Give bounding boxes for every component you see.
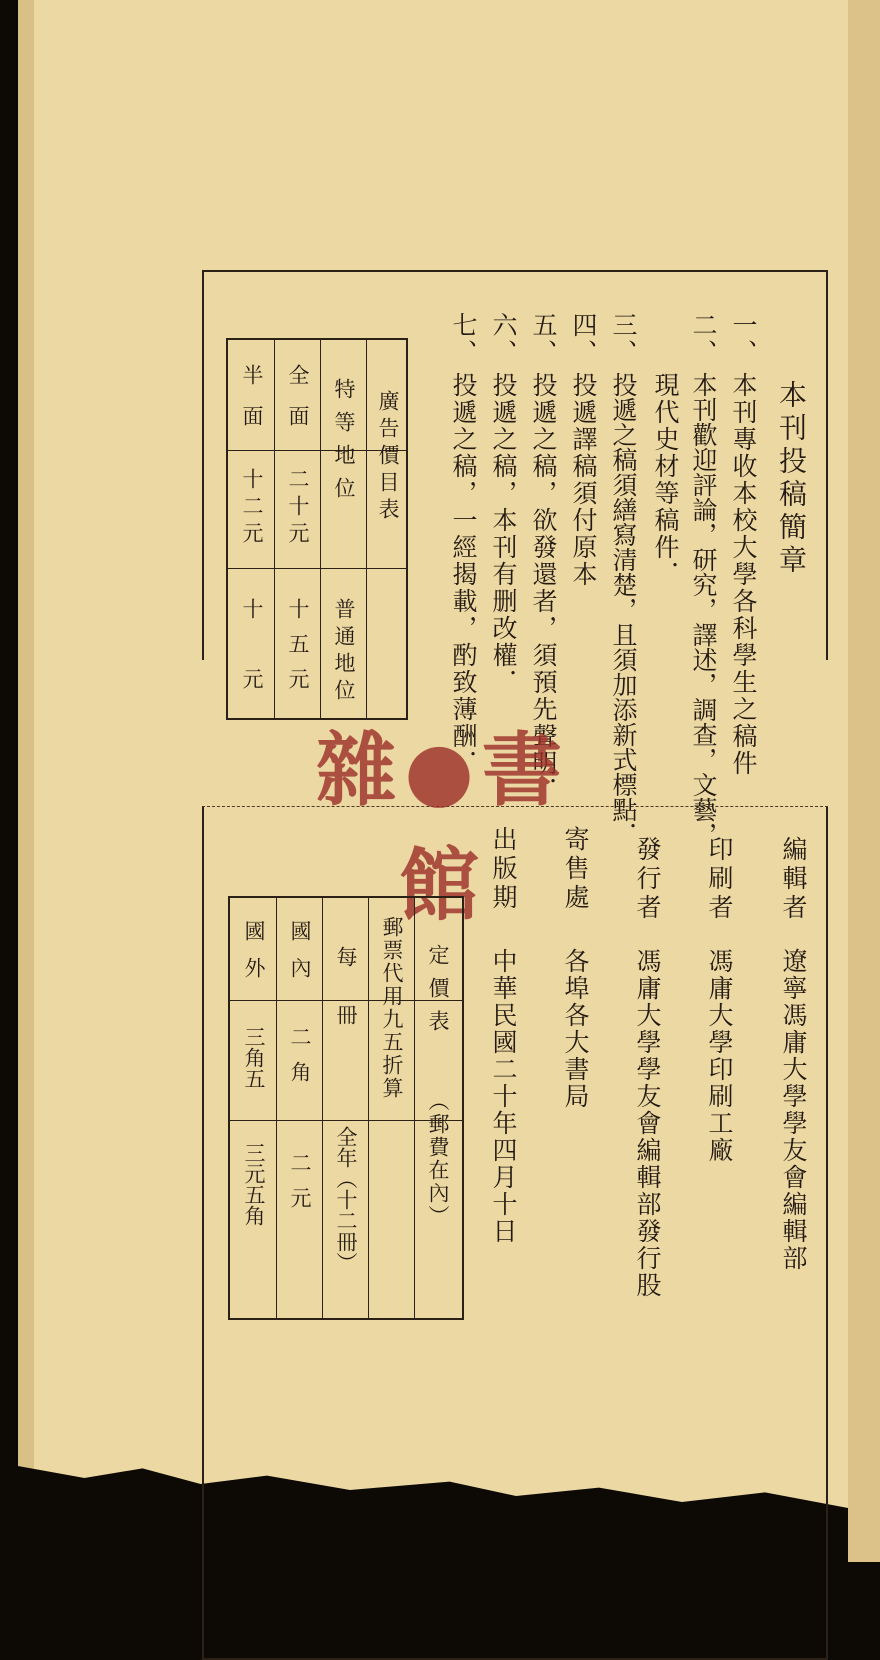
rule-1-text: 本刊專收本校大學各科學生之稿件 xyxy=(729,372,758,777)
rule-2-cont: 現代史材等稿件． xyxy=(651,372,680,588)
ad-row-half-special: 十二元 xyxy=(240,468,264,549)
rule-2-num: 二、 xyxy=(689,312,718,366)
ad-row-full-label: 全面 xyxy=(286,364,310,446)
stamp-note: 郵票代用九五折算 xyxy=(380,916,404,1100)
price-row-foreign-issue: 三角五 xyxy=(242,1026,266,1089)
price-row-foreign-year: 三元五角 xyxy=(242,1142,266,1226)
price-header-year: 全年（十二冊） xyxy=(334,1126,358,1273)
ad-header-special: 特等地位 xyxy=(332,378,356,510)
price-row-domestic-label: 國內 xyxy=(288,920,312,994)
publisher-value: 馮庸大學學友會編輯部發行股 xyxy=(633,948,662,1299)
ad-row-full-regular: 十五元 xyxy=(286,598,310,703)
ad-table-title: 廣告價目表 xyxy=(376,390,400,525)
rule-3-num: 三、 xyxy=(609,312,638,366)
page-edge xyxy=(18,0,34,1562)
rule-7-num: 七、 xyxy=(449,312,478,366)
price-header-issue: 每 冊 xyxy=(334,946,358,1033)
price-table-postage-note: （郵費在內） xyxy=(426,1090,450,1228)
rule-5-text: 投遞之稿，欲發還者，須預先聲明． xyxy=(529,372,558,804)
adjacent-page-edge xyxy=(848,0,880,1562)
rule-2-text: 本刊歡迎評論，研究，譯述，調查，文藝， xyxy=(689,372,718,847)
editor-value: 遼寧馮庸大學學友會編輯部 xyxy=(779,948,808,1272)
ad-row-half-label: 半面 xyxy=(240,364,264,446)
ad-header-regular: 普通地位 xyxy=(332,598,356,706)
rule-3-text: 投遞之稿須繕寫清楚，且須加添新式標點． xyxy=(609,372,638,847)
printer-value: 馮庸大學印刷工廠 xyxy=(705,948,734,1164)
distributor-label: 寄售處 xyxy=(561,826,590,913)
editor-label: 編輯者 xyxy=(779,836,808,923)
rule-4-num: 四、 xyxy=(569,312,598,366)
rule-6-text: 投遞之稿，本刊有删改權． xyxy=(489,372,518,696)
rule-4-text: 投遞譯稿須付原本 xyxy=(569,372,598,588)
rule-6-num: 六、 xyxy=(489,312,518,366)
rule-1-num: 一、 xyxy=(729,312,758,366)
pubdate-value: 中華民國二十年四月十日 xyxy=(489,948,518,1245)
price-table-title: 定價表 xyxy=(426,944,450,1043)
rule-7-text: 投遞之稿，一經揭載，酌致薄酬． xyxy=(449,372,478,777)
ad-row-half-regular: 十 元 xyxy=(240,598,264,703)
rule-5-num: 五、 xyxy=(529,312,558,366)
pubdate-label: 出版期 xyxy=(489,826,518,913)
ad-price-table xyxy=(226,338,408,720)
publisher-label: 發行者 xyxy=(633,836,662,923)
distributor-value: 各埠各大書局 xyxy=(561,948,590,1110)
subscription-price-table xyxy=(228,896,464,1320)
printer-label: 印刷者 xyxy=(705,836,734,923)
submission-title: 本刊投稿簡章 xyxy=(775,380,808,578)
ad-row-full-special: 二十元 xyxy=(286,468,310,549)
price-row-domestic-issue: 二角 xyxy=(288,1026,312,1096)
price-row-foreign-label: 國外 xyxy=(242,920,266,994)
price-row-domestic-year: 二元 xyxy=(288,1152,312,1222)
library-watermark: 雜●書館 xyxy=(316,723,570,932)
